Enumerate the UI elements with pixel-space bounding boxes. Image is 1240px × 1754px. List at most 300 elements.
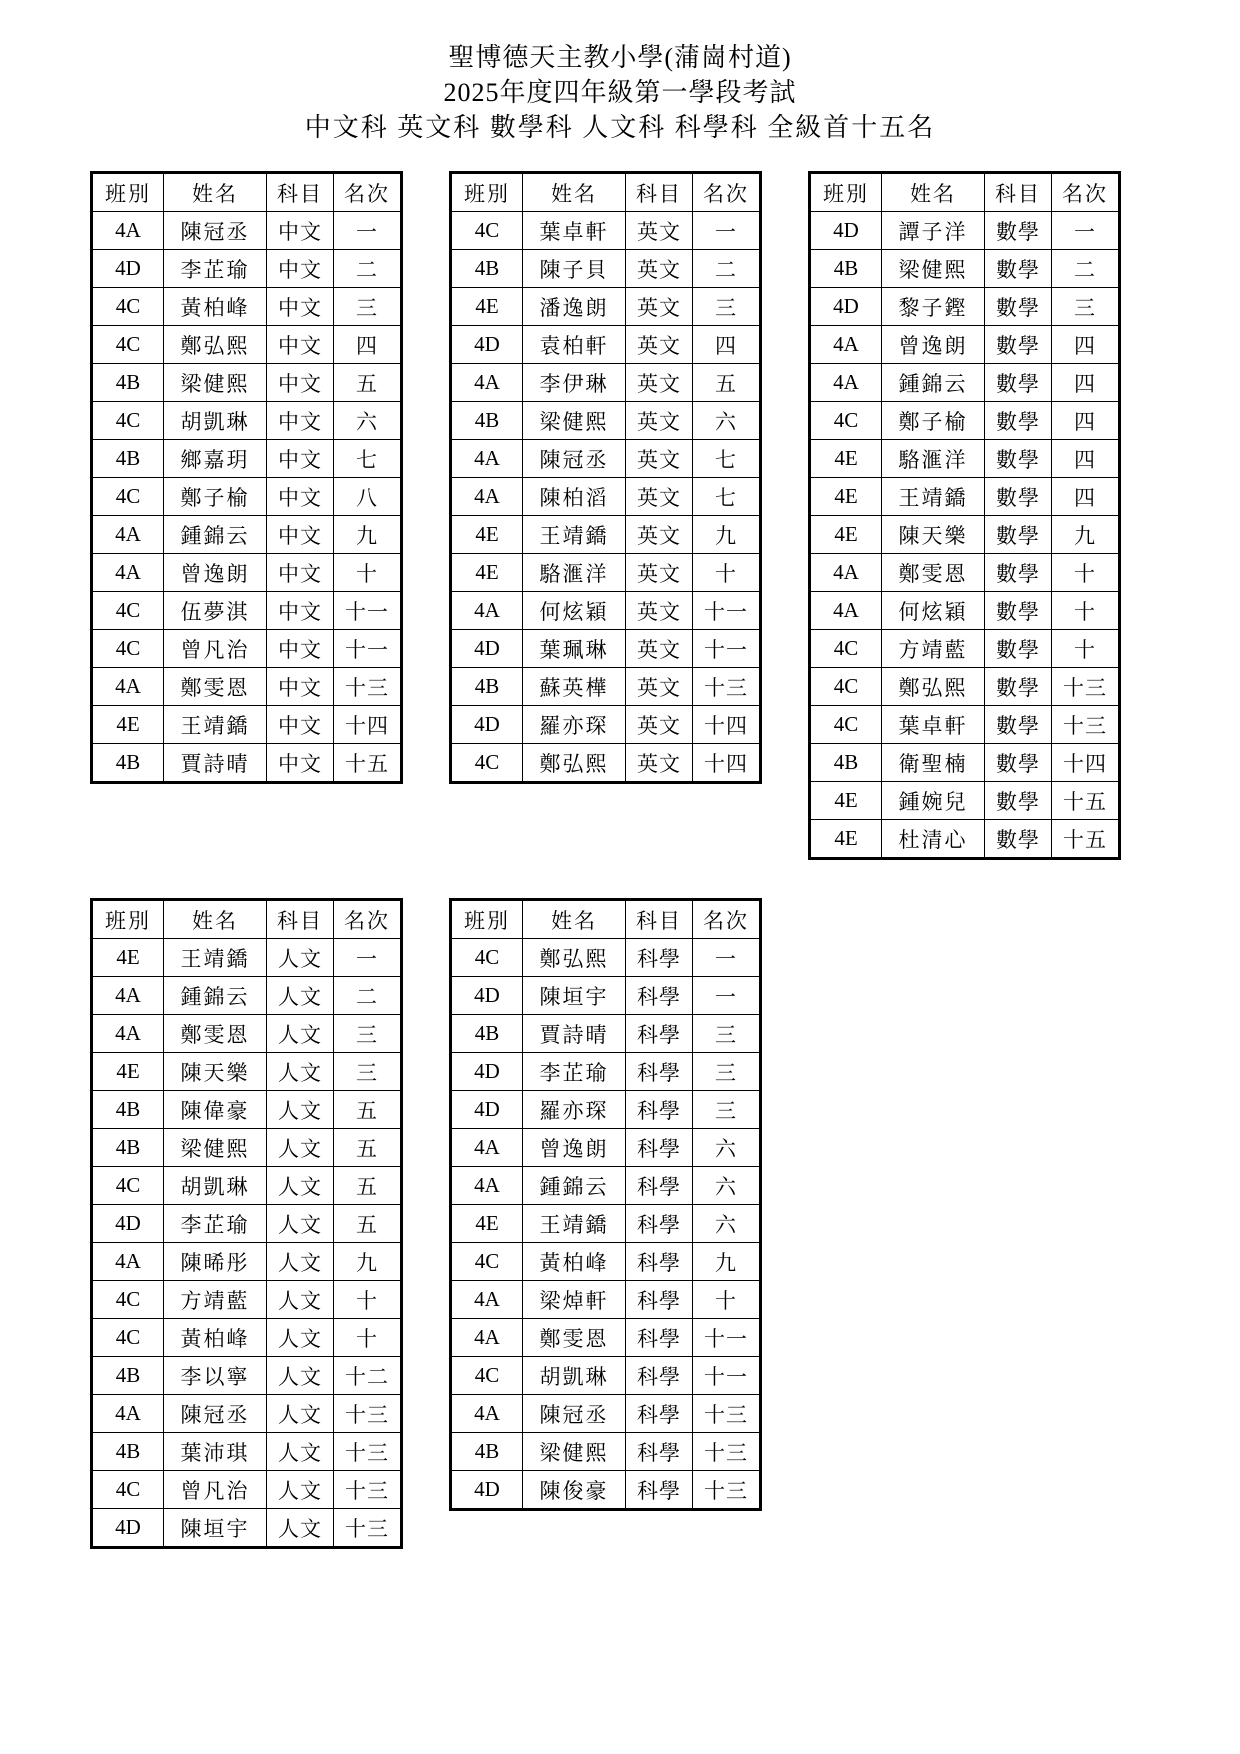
table-row <box>92 1167 402 1205</box>
column-header-rank: 名次 <box>334 173 402 212</box>
cell-subject: 人文 <box>267 1509 334 1548</box>
cell-rank: 六 <box>693 1205 761 1243</box>
table-row <box>810 706 1120 744</box>
cell-subject: 數學 <box>985 516 1052 554</box>
cell-name: 陳俊豪 <box>523 1471 626 1510</box>
cell-name: 梁焯軒 <box>523 1281 626 1319</box>
cell-subject: 中文 <box>267 326 334 364</box>
cell-name: 黃柏峰 <box>523 1243 626 1281</box>
cell-subject: 人文 <box>267 1091 334 1129</box>
cell-class: 4B <box>92 744 164 783</box>
cell-class: 4D <box>810 212 882 250</box>
cell-subject: 科學 <box>626 1091 693 1129</box>
cell-rank: 十三 <box>334 1433 402 1471</box>
cell-name: 鄭雯恩 <box>164 668 267 706</box>
cell-subject: 科學 <box>626 1281 693 1319</box>
cell-class: 4E <box>451 516 523 554</box>
cell-class: 4C <box>810 630 882 668</box>
table-row <box>451 1205 761 1243</box>
cell-name: 鄭雯恩 <box>523 1319 626 1357</box>
cell-subject: 數學 <box>985 364 1052 402</box>
cell-name: 李芷瑜 <box>523 1053 626 1091</box>
column-header-rank: 名次 <box>693 900 761 939</box>
cell-name: 胡凱琳 <box>164 402 267 440</box>
cell-subject: 數學 <box>985 402 1052 440</box>
cell-name: 梁健熙 <box>164 364 267 402</box>
cell-name: 陳天樂 <box>164 1053 267 1091</box>
cell-class: 4A <box>92 668 164 706</box>
cell-name: 鄭雯恩 <box>882 554 985 592</box>
table-row <box>451 554 761 592</box>
cell-class: 4C <box>92 402 164 440</box>
cell-name: 陳冠丞 <box>523 440 626 478</box>
cell-name: 王靖鐈 <box>523 1205 626 1243</box>
table-row <box>810 554 1120 592</box>
cell-rank: 九 <box>334 1243 402 1281</box>
table-row <box>92 554 402 592</box>
cell-rank: 十二 <box>334 1357 402 1395</box>
cell-rank: 一 <box>693 939 761 977</box>
table-row <box>810 212 1120 250</box>
cell-class: 4B <box>810 250 882 288</box>
table-row <box>451 668 761 706</box>
cell-name: 葉卓軒 <box>882 706 985 744</box>
table-row <box>92 1205 402 1243</box>
cell-subject: 科學 <box>626 1433 693 1471</box>
cell-class: 4A <box>451 1129 523 1167</box>
cell-name: 王靖鐈 <box>882 478 985 516</box>
cell-rank: 十五 <box>334 744 402 783</box>
cell-rank: 一 <box>693 977 761 1015</box>
table-row <box>92 592 402 630</box>
column-header-subject: 科目 <box>267 173 334 212</box>
table-body-science <box>451 939 761 1510</box>
table-row <box>810 288 1120 326</box>
cell-subject: 科學 <box>626 1053 693 1091</box>
cell-rank: 十一 <box>693 1319 761 1357</box>
cell-class: 4C <box>92 1281 164 1319</box>
cell-subject: 中文 <box>267 744 334 783</box>
cell-rank: 十三 <box>693 1395 761 1433</box>
cell-rank: 三 <box>1052 288 1120 326</box>
cell-subject: 中文 <box>267 212 334 250</box>
table-row <box>451 250 761 288</box>
cell-subject: 人文 <box>267 1471 334 1509</box>
cell-rank: 十一 <box>334 630 402 668</box>
cell-name: 梁健熙 <box>523 402 626 440</box>
cell-name: 陳垣宇 <box>523 977 626 1015</box>
cell-rank: 十 <box>1052 554 1120 592</box>
cell-class: 4D <box>810 288 882 326</box>
cell-name: 駱滙洋 <box>523 554 626 592</box>
table-row <box>92 288 402 326</box>
table-row <box>92 440 402 478</box>
cell-name: 譚子洋 <box>882 212 985 250</box>
cell-class: 4B <box>92 440 164 478</box>
cell-subject: 數學 <box>985 440 1052 478</box>
cell-subject: 數學 <box>985 326 1052 364</box>
cell-subject: 科學 <box>626 1167 693 1205</box>
cell-name: 王靖鐈 <box>164 706 267 744</box>
cell-name: 梁健熙 <box>882 250 985 288</box>
column-header-class: 班別 <box>451 900 523 939</box>
cell-subject: 人文 <box>267 1129 334 1167</box>
cell-class: 4E <box>92 706 164 744</box>
table-header-row <box>451 173 761 212</box>
cell-subject: 人文 <box>267 1433 334 1471</box>
table-row <box>451 706 761 744</box>
table-row <box>92 1509 402 1548</box>
table-row <box>92 1243 402 1281</box>
cell-subject: 中文 <box>267 440 334 478</box>
cell-class: 4B <box>92 1091 164 1129</box>
cell-rank: 二 <box>334 250 402 288</box>
cell-rank: 六 <box>693 1167 761 1205</box>
cell-class: 4E <box>92 939 164 977</box>
cell-name: 陳冠丞 <box>164 1395 267 1433</box>
cell-name: 鍾錦云 <box>164 516 267 554</box>
cell-subject: 英文 <box>626 668 693 706</box>
cell-rank: 五 <box>334 364 402 402</box>
cell-class: 4D <box>451 326 523 364</box>
table-row <box>92 516 402 554</box>
cell-rank: 一 <box>693 212 761 250</box>
cell-subject: 科學 <box>626 1319 693 1357</box>
cell-name: 王靖鐈 <box>164 939 267 977</box>
cell-subject: 科學 <box>626 1471 693 1510</box>
cell-rank: 九 <box>1052 516 1120 554</box>
document-header <box>90 40 1150 145</box>
cell-rank: 五 <box>334 1205 402 1243</box>
cell-class: 4E <box>810 820 882 859</box>
cell-rank: 十 <box>693 554 761 592</box>
cell-rank: 三 <box>334 1053 402 1091</box>
cell-class: 4B <box>810 744 882 782</box>
cell-name: 黃柏峰 <box>164 288 267 326</box>
table-row <box>451 478 761 516</box>
cell-name: 葉卓軒 <box>523 212 626 250</box>
cell-rank: 四 <box>1052 364 1120 402</box>
cell-name: 陳冠丞 <box>164 212 267 250</box>
table-row <box>451 1357 761 1395</box>
table-row <box>451 744 761 783</box>
cell-rank: 六 <box>693 1129 761 1167</box>
cell-name: 鍾錦云 <box>523 1167 626 1205</box>
cell-class: 4A <box>92 977 164 1015</box>
table-row <box>92 212 402 250</box>
table-row <box>92 1319 402 1357</box>
column-header-class: 班別 <box>92 173 164 212</box>
table-wrap-chinese <box>90 171 403 784</box>
table-wrap-science <box>449 898 762 1511</box>
cell-subject: 英文 <box>626 554 693 592</box>
column-header-class: 班別 <box>92 900 164 939</box>
cell-rank: 三 <box>693 1015 761 1053</box>
cell-subject: 英文 <box>626 592 693 630</box>
cell-name: 葉沛琪 <box>164 1433 267 1471</box>
table-row <box>92 630 402 668</box>
cell-name: 袁柏軒 <box>523 326 626 364</box>
cell-class: 4A <box>810 364 882 402</box>
table-row <box>451 212 761 250</box>
cell-name: 駱滙洋 <box>882 440 985 478</box>
column-header-rank: 名次 <box>693 173 761 212</box>
table-row <box>92 402 402 440</box>
cell-class: 4B <box>451 1015 523 1053</box>
cell-subject: 英文 <box>626 706 693 744</box>
column-header-subject: 科目 <box>626 173 693 212</box>
table-row <box>92 478 402 516</box>
column-header-class: 班別 <box>810 173 882 212</box>
cell-class: 4C <box>451 1243 523 1281</box>
table-row <box>451 440 761 478</box>
cell-class: 4D <box>451 1471 523 1510</box>
cell-name: 黃柏峰 <box>164 1319 267 1357</box>
table-row <box>92 706 402 744</box>
cell-class: 4C <box>92 326 164 364</box>
table-row <box>92 744 402 783</box>
cell-name: 鍾錦云 <box>164 977 267 1015</box>
cell-name: 羅亦琛 <box>523 706 626 744</box>
cell-class: 4A <box>92 554 164 592</box>
column-header-name: 姓名 <box>523 173 626 212</box>
cell-name: 羅亦琛 <box>523 1091 626 1129</box>
cell-class: 4C <box>92 478 164 516</box>
cell-name: 鄭弘熙 <box>523 744 626 783</box>
cell-class: 4C <box>451 1357 523 1395</box>
cell-subject: 數學 <box>985 706 1052 744</box>
table-row <box>451 939 761 977</box>
cell-rank: 六 <box>334 402 402 440</box>
cell-class: 4A <box>451 592 523 630</box>
cell-name: 陳晞彤 <box>164 1243 267 1281</box>
school-name: 聖博德天主教小學(蒲崗村道) <box>448 43 792 72</box>
cell-class: 4A <box>451 1395 523 1433</box>
cell-rank: 一 <box>1052 212 1120 250</box>
cell-rank: 十一 <box>693 592 761 630</box>
cell-subject: 中文 <box>267 364 334 402</box>
column-header-name: 姓名 <box>164 173 267 212</box>
cell-subject: 科學 <box>626 1395 693 1433</box>
table-body-english <box>451 212 761 783</box>
cell-name: 方靖藍 <box>164 1281 267 1319</box>
cell-subject: 英文 <box>626 364 693 402</box>
table-row <box>451 1471 761 1510</box>
table-row <box>810 668 1120 706</box>
cell-subject: 科學 <box>626 1243 693 1281</box>
cell-subject: 數學 <box>985 592 1052 630</box>
cell-subject: 科學 <box>626 977 693 1015</box>
table-row <box>92 1433 402 1471</box>
table-row <box>451 402 761 440</box>
table-row <box>92 250 402 288</box>
cell-class: 4C <box>810 706 882 744</box>
cell-class: 4C <box>92 288 164 326</box>
cell-rank: 十三 <box>334 1395 402 1433</box>
cell-subject: 數學 <box>985 744 1052 782</box>
cell-rank: 四 <box>334 326 402 364</box>
cell-rank: 五 <box>334 1167 402 1205</box>
cell-name: 梁健熙 <box>523 1433 626 1471</box>
cell-rank: 十三 <box>693 1471 761 1510</box>
cell-subject: 人文 <box>267 1243 334 1281</box>
cell-rank: 四 <box>1052 402 1120 440</box>
cell-class: 4E <box>810 440 882 478</box>
table-row <box>451 1319 761 1357</box>
cell-name: 鄭弘熙 <box>164 326 267 364</box>
cell-class: 4E <box>451 554 523 592</box>
tables-row-bottom <box>90 898 1150 1549</box>
cell-rank: 三 <box>693 288 761 326</box>
cell-subject: 科學 <box>626 1015 693 1053</box>
table-row <box>451 364 761 402</box>
table-row <box>92 1015 402 1053</box>
cell-name: 王靖鐈 <box>523 516 626 554</box>
cell-subject: 中文 <box>267 706 334 744</box>
cell-rank: 五 <box>693 364 761 402</box>
column-header-name: 姓名 <box>164 900 267 939</box>
cell-name: 陳柏滔 <box>523 478 626 516</box>
cell-class: 4B <box>451 1433 523 1471</box>
table-row <box>92 1129 402 1167</box>
cell-subject: 人文 <box>267 1015 334 1053</box>
cell-class: 4C <box>92 1471 164 1509</box>
rank-table-english <box>449 171 762 784</box>
cell-class: 4A <box>810 554 882 592</box>
cell-class: 4A <box>92 1243 164 1281</box>
cell-class: 4D <box>451 1053 523 1091</box>
cell-class: 4C <box>451 744 523 783</box>
cell-rank: 三 <box>693 1091 761 1129</box>
cell-rank: 四 <box>1052 478 1120 516</box>
cell-name: 陳偉豪 <box>164 1091 267 1129</box>
cell-subject: 中文 <box>267 668 334 706</box>
cell-class: 4A <box>451 478 523 516</box>
cell-class: 4A <box>451 1167 523 1205</box>
cell-subject: 人文 <box>267 1167 334 1205</box>
cell-class: 4C <box>92 592 164 630</box>
cell-name: 陳天樂 <box>882 516 985 554</box>
cell-rank: 十一 <box>693 630 761 668</box>
cell-subject: 科學 <box>626 1205 693 1243</box>
table-row <box>451 1015 761 1053</box>
cell-class: 4A <box>92 516 164 554</box>
cell-class: 4E <box>92 1053 164 1091</box>
cell-name: 葉珮琳 <box>523 630 626 668</box>
cell-name: 潘逸朗 <box>523 288 626 326</box>
cell-subject: 人文 <box>267 977 334 1015</box>
table-row <box>451 1091 761 1129</box>
cell-class: 4A <box>451 1281 523 1319</box>
table-row <box>451 1167 761 1205</box>
cell-rank: 一 <box>334 939 402 977</box>
cell-class: 4A <box>92 1015 164 1053</box>
cell-subject: 英文 <box>626 516 693 554</box>
cell-class: 4C <box>92 1319 164 1357</box>
table-header-row <box>451 900 761 939</box>
table-row <box>92 939 402 977</box>
rank-table-humanities <box>90 898 403 1549</box>
cell-name: 鄭子榆 <box>882 402 985 440</box>
table-row <box>92 1357 402 1395</box>
cell-name: 伍夢淇 <box>164 592 267 630</box>
cell-rank: 十一 <box>334 592 402 630</box>
table-row <box>92 668 402 706</box>
table-header-row <box>810 173 1120 212</box>
cell-class: 4E <box>810 782 882 820</box>
table-row <box>810 630 1120 668</box>
cell-subject: 人文 <box>267 939 334 977</box>
subject-subtitle: 中文科 英文科 數學科 人文科 科學科 全級首十五名 <box>304 113 936 143</box>
cell-rank: 十四 <box>1052 744 1120 782</box>
cell-class: 4C <box>451 939 523 977</box>
cell-subject: 人文 <box>267 1053 334 1091</box>
cell-rank: 二 <box>334 977 402 1015</box>
cell-subject: 科學 <box>626 1129 693 1167</box>
cell-rank: 十三 <box>693 1433 761 1471</box>
cell-class: 4E <box>451 1205 523 1243</box>
cell-class: 4D <box>451 977 523 1015</box>
cell-class: 4A <box>810 326 882 364</box>
cell-subject: 英文 <box>626 744 693 783</box>
cell-name: 衛聖楠 <box>882 744 985 782</box>
cell-class: 4D <box>451 1091 523 1129</box>
cell-rank: 十三 <box>1052 668 1120 706</box>
column-header-class: 班別 <box>451 173 523 212</box>
cell-subject: 科學 <box>626 1357 693 1395</box>
cell-subject: 中文 <box>267 288 334 326</box>
table-row <box>451 1053 761 1091</box>
cell-class: 4A <box>451 1319 523 1357</box>
cell-subject: 人文 <box>267 1357 334 1395</box>
table-row <box>810 592 1120 630</box>
cell-class: 4D <box>92 1509 164 1548</box>
cell-rank: 三 <box>334 288 402 326</box>
cell-subject: 英文 <box>626 212 693 250</box>
table-row <box>92 1281 402 1319</box>
cell-rank: 二 <box>1052 250 1120 288</box>
cell-rank: 九 <box>693 1243 761 1281</box>
cell-rank: 四 <box>693 326 761 364</box>
cell-rank: 十四 <box>693 744 761 783</box>
cell-rank: 七 <box>334 440 402 478</box>
cell-class: 4D <box>451 630 523 668</box>
cell-rank: 九 <box>334 516 402 554</box>
cell-subject: 數學 <box>985 668 1052 706</box>
cell-class: 4B <box>92 1433 164 1471</box>
cell-class: 4E <box>810 516 882 554</box>
table-row <box>451 1281 761 1319</box>
table-row <box>451 288 761 326</box>
table-row <box>92 326 402 364</box>
cell-class: 4B <box>92 1129 164 1167</box>
cell-name: 杜清心 <box>882 820 985 859</box>
cell-class: 4E <box>451 288 523 326</box>
cell-class: 4D <box>92 1205 164 1243</box>
table-header-row <box>92 900 402 939</box>
cell-subject: 中文 <box>267 554 334 592</box>
column-header-name: 姓名 <box>523 900 626 939</box>
cell-name: 黎子鏗 <box>882 288 985 326</box>
cell-rank: 十三 <box>693 668 761 706</box>
table-row <box>451 326 761 364</box>
table-row <box>810 744 1120 782</box>
cell-name: 曾凡治 <box>164 1471 267 1509</box>
cell-subject: 人文 <box>267 1319 334 1357</box>
cell-rank: 二 <box>693 250 761 288</box>
table-row <box>451 1243 761 1281</box>
cell-name: 鄭弘熙 <box>523 939 626 977</box>
